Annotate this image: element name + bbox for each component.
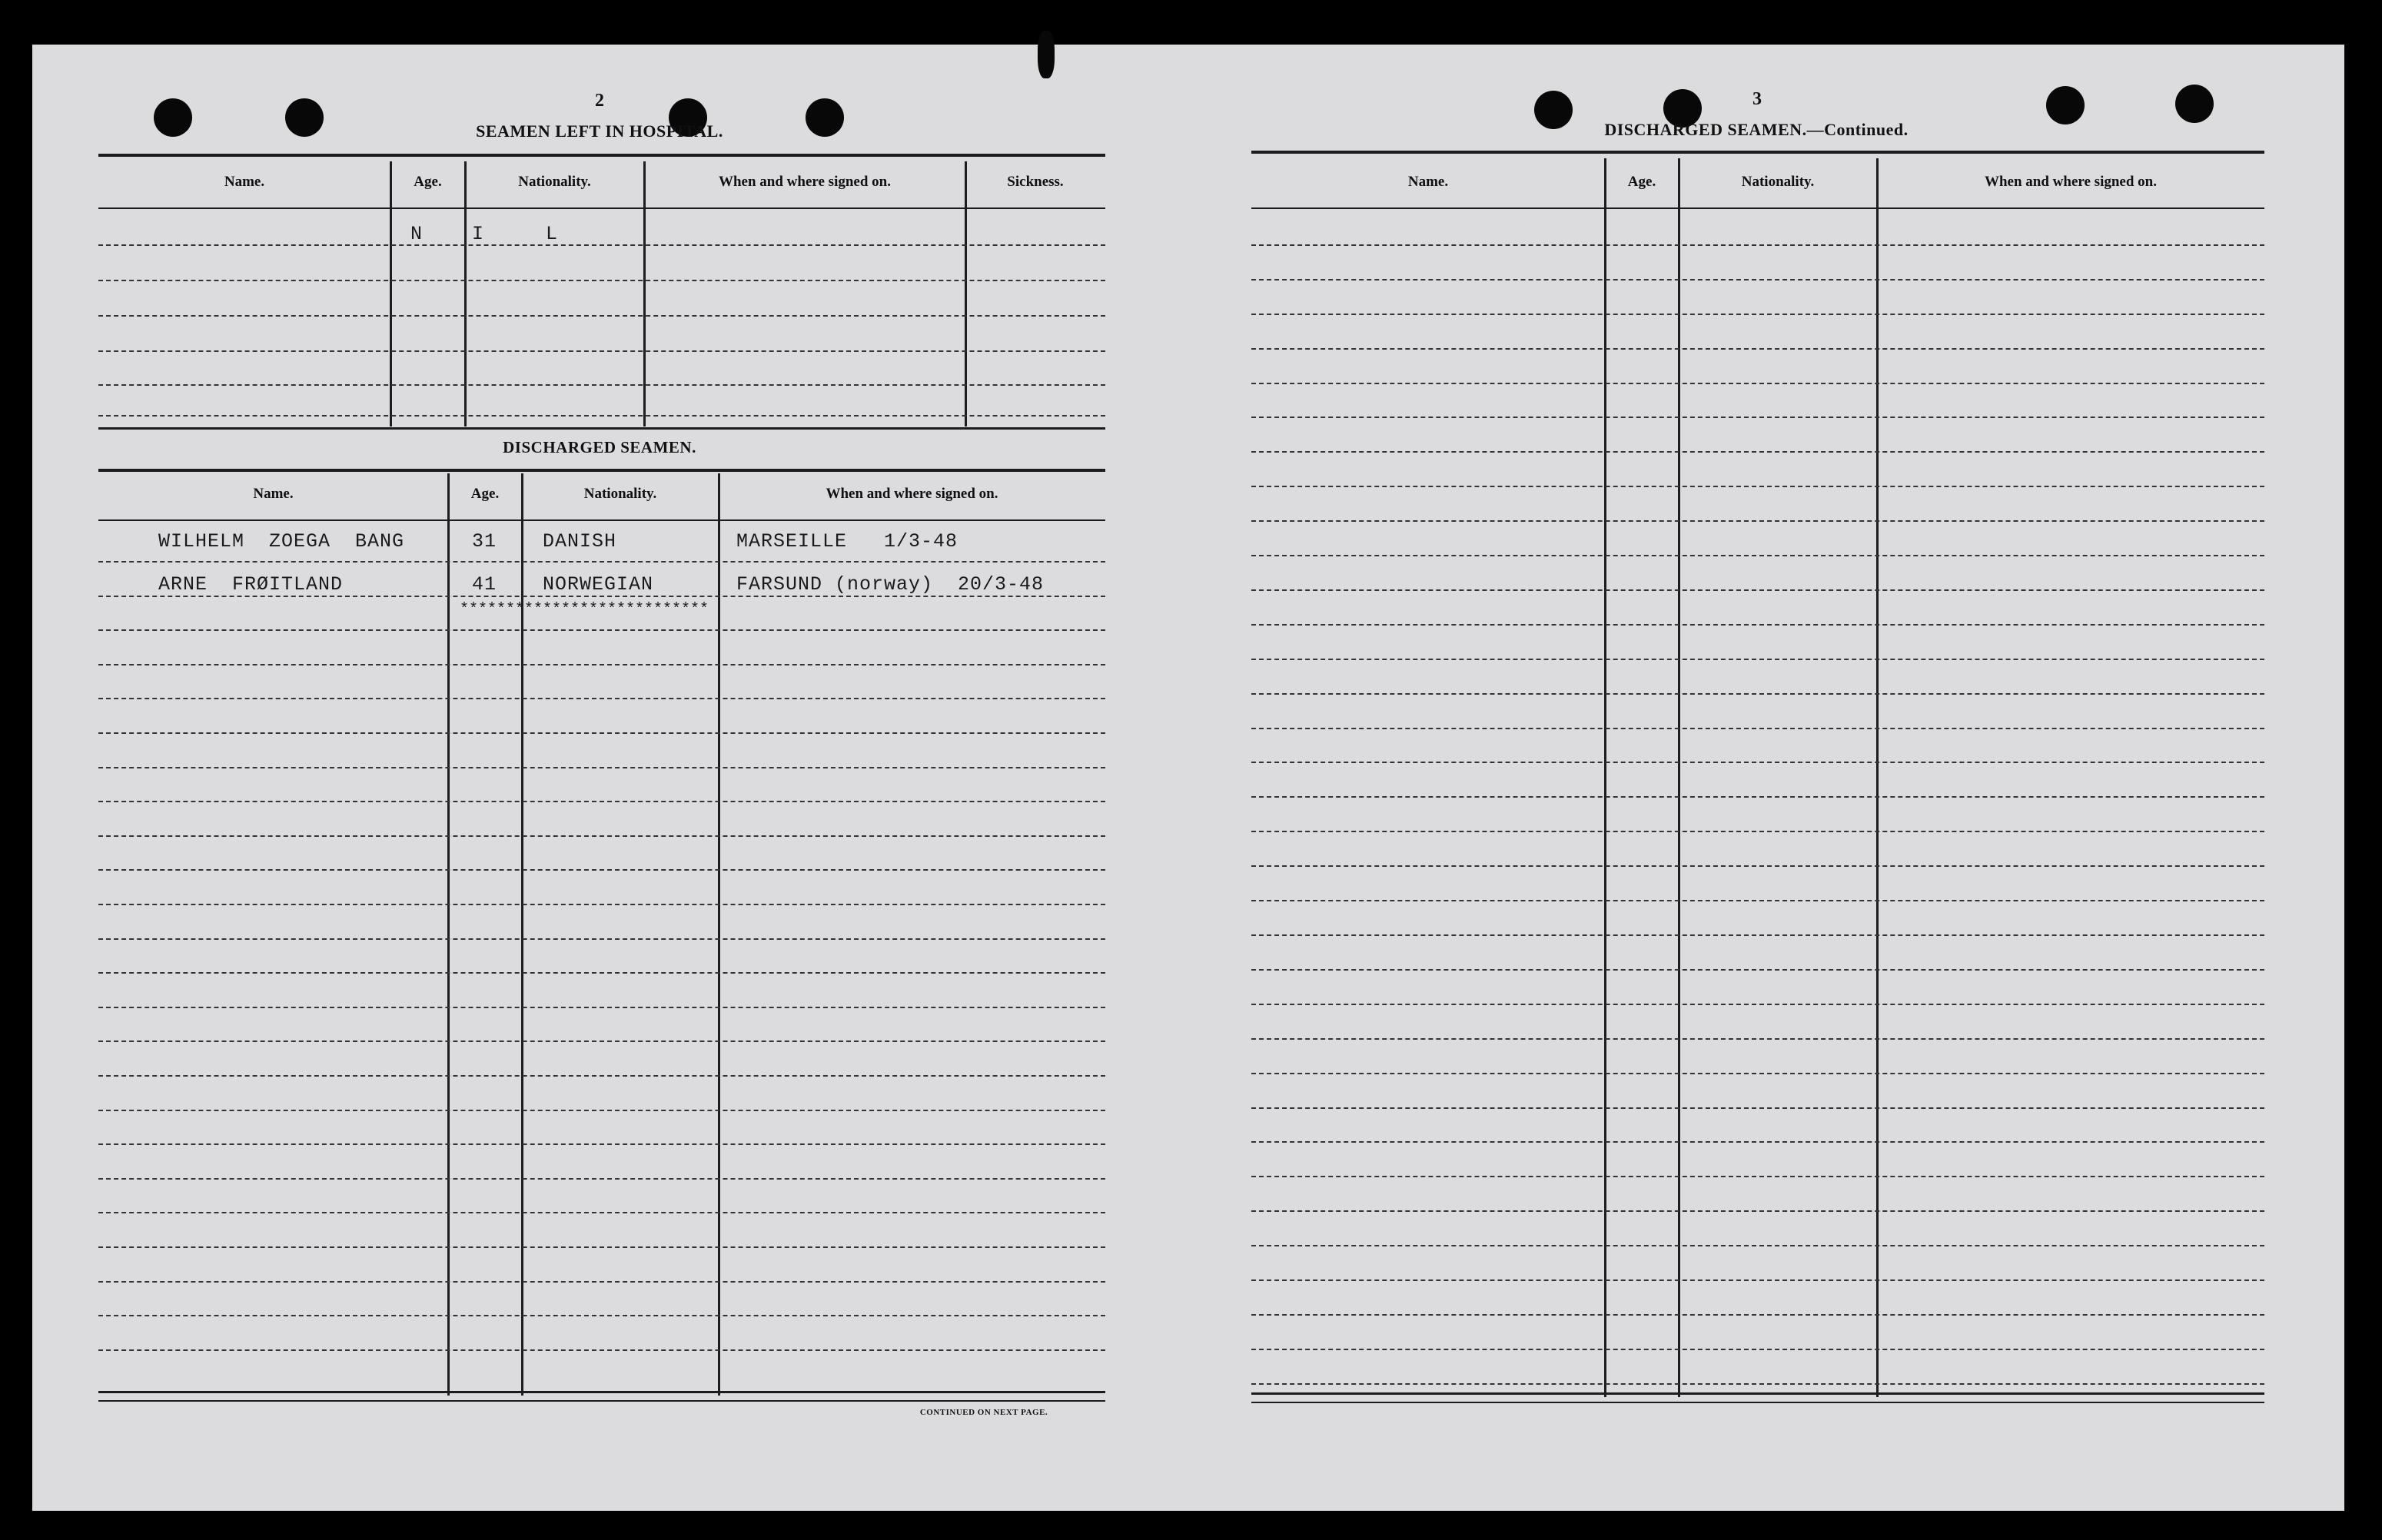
punch-hole [154, 98, 192, 137]
ruled-line [1251, 900, 2264, 901]
ruled-line [1251, 624, 2264, 626]
ruled-line [98, 1040, 1105, 1042]
ruled-line [1251, 1245, 2264, 1246]
right-section-title: DISCHARGED SEAMEN.—Continued. [1604, 120, 1909, 139]
ruled-line [1251, 589, 2264, 591]
hospital-col-name: Name. [224, 174, 265, 190]
ruled-line [1251, 1314, 2264, 1316]
discharged-col-name: Name. [253, 486, 294, 502]
ruled-line [98, 732, 1105, 734]
ruled-line [1251, 520, 2264, 522]
seaman-signed-on: MARSEILLE 1/3-48 [736, 530, 958, 553]
hospital-col-divider [965, 161, 967, 426]
discharged-col-nationality: Nationality. [583, 486, 657, 502]
ruled-line [98, 972, 1105, 974]
ruled-line [98, 384, 1105, 386]
ruled-line [1251, 659, 2264, 660]
ruled-line [1251, 417, 2264, 418]
continued-note: CONTINUED ON NEXT PAGE. [919, 1408, 1048, 1417]
right-header-rule [1251, 207, 2264, 209]
hospital-col-signed-on: When and where signed on. [718, 174, 891, 190]
ruled-line [98, 1143, 1105, 1145]
ruled-line [1251, 1107, 2264, 1109]
ruled-line [1251, 1073, 2264, 1074]
ruled-line [1251, 1349, 2264, 1350]
ruled-line [1251, 348, 2264, 350]
right-col-name: Name. [1407, 174, 1449, 190]
ruled-line [1251, 383, 2264, 384]
ruled-line [1251, 796, 2264, 798]
ruled-line [1251, 451, 2264, 453]
punch-hole [285, 98, 324, 137]
ruled-line [98, 767, 1105, 768]
right-col-age: Age. [1627, 174, 1656, 190]
ruled-line [98, 1246, 1105, 1248]
hospital-top-rule [98, 154, 1105, 157]
ruled-line [98, 869, 1105, 871]
hospital-col-divider [390, 161, 392, 426]
punch-hole [806, 98, 844, 137]
hospital-col-age: Age. [414, 174, 442, 190]
seaman-nationality: NORWEGIAN [543, 573, 654, 596]
seaman-name: WILHELM ZOEGA BANG [158, 530, 405, 553]
ruled-line [98, 938, 1105, 940]
ruled-line [98, 596, 1105, 597]
seaman-name: ARNE FRØITLAND [158, 573, 344, 596]
hospital-header-rule [98, 207, 1105, 209]
ruled-line [98, 1007, 1105, 1008]
right-col-nationality: Nationality. [1741, 174, 1815, 190]
nil-letter: L [546, 223, 559, 245]
ruled-line [1251, 1279, 2264, 1281]
right-top-rule [1251, 151, 2264, 154]
document-spread [32, 45, 2344, 1511]
ruled-line [98, 415, 1105, 417]
ruled-line [1251, 314, 2264, 315]
ruled-line [98, 1110, 1105, 1111]
ruled-line [98, 1178, 1105, 1180]
ruled-line [1251, 1383, 2264, 1385]
punch-hole [2046, 86, 2085, 124]
ruled-line [98, 835, 1105, 837]
hospital-section-title: SEAMEN LEFT IN HOSPITAL. [476, 121, 723, 141]
ruled-line [98, 698, 1105, 699]
ruled-line [1251, 934, 2264, 936]
ruled-line [98, 280, 1105, 281]
seaman-age: 41 [472, 573, 497, 596]
ruled-line [98, 801, 1105, 802]
ruled-line [1251, 762, 2264, 763]
ruled-line [1251, 693, 2264, 695]
ruled-line [1251, 1141, 2264, 1143]
seaman-signed-on: FARSUND (norway) 20/3-48 [736, 573, 1045, 596]
ruled-line [1251, 969, 2264, 971]
ruled-line [1251, 865, 2264, 867]
ruled-line [1251, 244, 2264, 246]
ink-blot [1038, 31, 1055, 78]
ruled-line [1251, 1004, 2264, 1005]
nil-letter: N [410, 223, 424, 245]
ruled-line [1251, 1210, 2264, 1212]
ruled-line [1251, 831, 2264, 832]
hospital-col-sickness: Sickness. [1007, 174, 1064, 190]
left-page-number: 2 [595, 91, 604, 111]
hospital-col-nationality: Nationality. [518, 174, 591, 190]
ruled-line [98, 350, 1105, 352]
discharged-bottom-rule-2 [98, 1400, 1105, 1402]
discharged-bottom-rule [98, 1391, 1105, 1393]
punch-hole [1534, 91, 1573, 129]
seaman-nationality: DANISH [543, 530, 617, 553]
discharged-col-divider [447, 473, 450, 1396]
ruled-line [98, 561, 1105, 563]
ruled-line [98, 244, 1105, 246]
ruled-line [98, 664, 1105, 665]
punch-hole [2175, 85, 2214, 123]
ruled-line [1251, 728, 2264, 729]
ruled-line [98, 1212, 1105, 1213]
hospital-col-divider [464, 161, 467, 426]
ruled-line [98, 904, 1105, 905]
right-col-signed-on: When and where signed on. [1984, 174, 2157, 190]
ruled-line [98, 315, 1105, 317]
nil-letter: I [472, 223, 485, 245]
ruled-line [98, 1349, 1105, 1351]
end-of-entries-marker: *************************** [460, 601, 709, 619]
hospital-col-divider [643, 161, 646, 426]
discharged-col-divider [718, 473, 720, 1396]
discharged-col-age: Age. [470, 486, 500, 502]
right-page-number: 3 [1752, 89, 1762, 109]
discharged-header-rule [98, 519, 1105, 521]
ruled-line [98, 1281, 1105, 1283]
ruled-line [1251, 486, 2264, 487]
seaman-age: 31 [472, 530, 497, 553]
ruled-line [1251, 279, 2264, 280]
discharged-col-signed-on: When and where signed on. [826, 486, 998, 502]
ruled-line [98, 629, 1105, 631]
ruled-line [1251, 555, 2264, 556]
ruled-line [1251, 1176, 2264, 1177]
ruled-line [98, 1315, 1105, 1316]
discharged-top-rule [98, 469, 1105, 472]
right-bottom-rule [1251, 1392, 2264, 1395]
hospital-bottom-rule [98, 427, 1105, 430]
right-bottom-rule-2 [1251, 1402, 2264, 1403]
discharged-section-title: DISCHARGED SEAMEN. [503, 438, 696, 456]
ruled-line [1251, 1038, 2264, 1040]
ruled-line [98, 1075, 1105, 1077]
